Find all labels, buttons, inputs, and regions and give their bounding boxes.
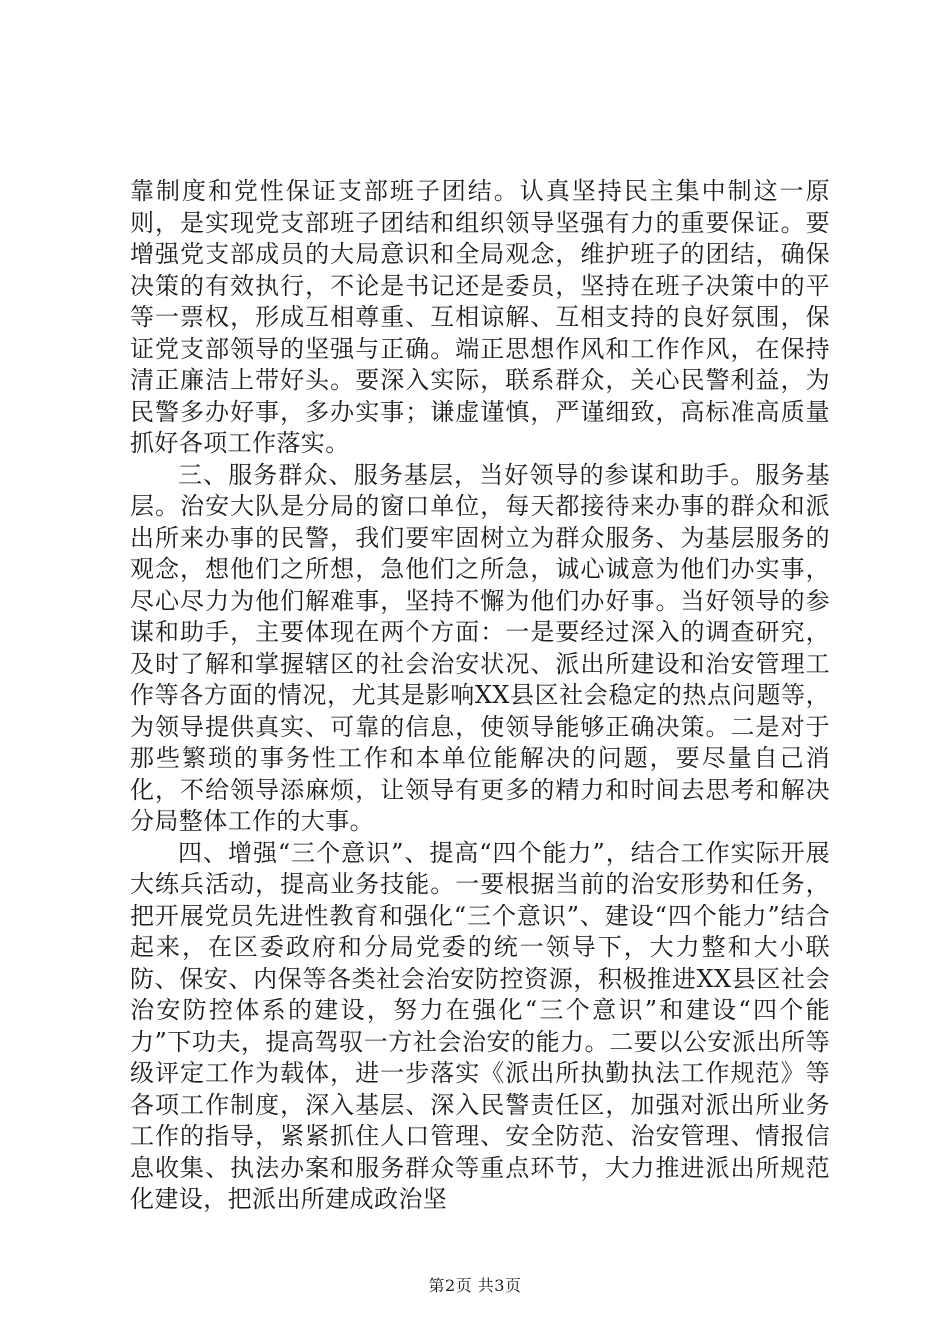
paragraph-1: 靠制度和党性保证支部班子团结。认真坚持民主集中制这一原则，是实现党支部班子团结和组织领导坚强有力的重要保证。要增强党支部成员的大局意识和全局观念，维护班子的团结，确保决策的有效执行，不论是书记还是委员，坚持在班子决策中的平等一票权，形成互相尊重、互相谅解、互相支持的良好氛围，保证党支部领导的坚强与正确。端正思想作风和工作作风，在保持清正廉洁上带好头。要深入实际，联系群众，关心民警利益，为民警多办好事，多办实事；谦虚谨慎，严谨细致，高标准高质量抓好各项工作落实。: [130, 177, 830, 457]
document-body: [130, 176, 830, 1216]
paragraph-2: 三、服务群众、服务基层，当好领导的参谋和助手。服务基层。治安大队是分局的窗口单位，每天都接待来办事的群众和派出所来办事的民警，我们要牢固树立为群众服务、为基层服务的观念，想他们之所想，急他们之所急，诚心诚意为他们办实事，尽心尽力为他们解难事，坚持不懈为他们办好事。当好领导的参谋和助手，主要体现在两个方面：一是要经过深入的调查研究，及时了解和掌握辖区的社会治安状况、派出所建设和治安管理工作等各方面的情况，尤其是影响XX县区社会稳定的热点问题等，为领导提供真实、可靠的信息，使领导能够正确决策。二是对于那些繁琐的事务性工作和本单位能解决的问题，要尽量自己消化，不给领导添麻烦，让领导有更多的精力和时间去思考和解决分局整体工作的大事。: [130, 460, 830, 835]
page-number-footer: 第2页 共3页: [428, 1276, 522, 1295]
paragraph-3: 四、增强“三个意识”、提高“四个能力”，结合工作实际开展大练兵活动，提高业务技能。一要根据当前的治安形势和任务，把开展党员先进性教育和强化“三个意识”、建设“四个能力”结合起来，在区委政府和分局党委的统一领导下，大力整和大小联防、保安、内保等各类社会治安防控资源，积极推进XX县区社会治安防控体系的建设，努力在强化“三个意识”和建设“四个能力”下功夫，提高驾驭一方社会治安的能力。二要以公安派出所等级评定工作为载体，进一步落实《派出所执勤执法工作规范》等各项工作制度，深入基层、深入民警责任区，加强对派出所业务工作的指导，紧紧抓住人口管理、安全防范、治安管理、情报信息收集、执法办案和服务群众等重点环节，大力推进派出所规范化建设，把派出所建成政治坚: [130, 838, 830, 1213]
